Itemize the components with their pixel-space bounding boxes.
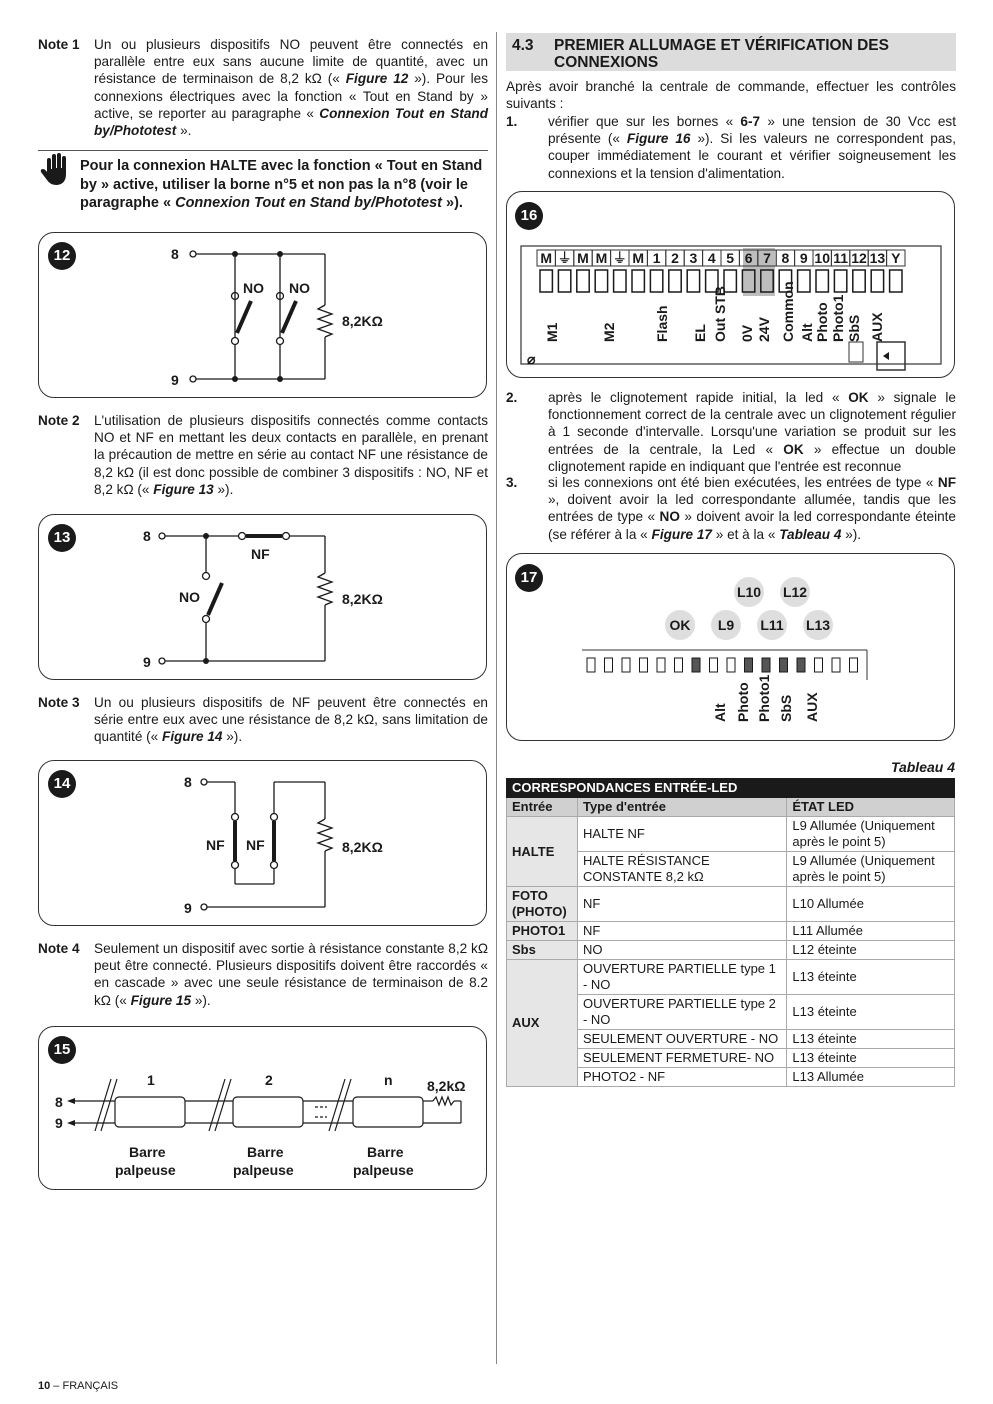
warning-rule xyxy=(38,150,488,151)
led-indicator xyxy=(675,658,683,672)
input-label: Alt xyxy=(712,703,728,722)
figure-15-diagram xyxy=(39,1027,488,1191)
terminal-9-label: 9 xyxy=(171,372,179,388)
figure-12-diagram xyxy=(39,233,488,399)
terminal-function-label: EL xyxy=(692,324,708,342)
note-text: Un ou plusieurs dispositifs NO peuvent être connectés en parallèle entre eux sans aucune limite de quantité, avec un résistance de terminaison de 8,2 kΩ (« Figure 12 »). Pour les connexions électriques avec la fonction « Tout en Stand by » active, se reporter au paragraphe « Connexion Tout en Stand by/Phototest ». xyxy=(94,37,489,139)
note-3 xyxy=(38,694,488,746)
note-label: Note 2 xyxy=(38,413,80,428)
led-state: L10 Allumée xyxy=(787,887,955,922)
contact-no-label: NO xyxy=(243,280,264,296)
warning-text: Pour la connexion HALTE avec la fonction « Tout en Stand by » active, utiliser la borne n°5 et non pas la n°8 (voir le paragraphe « Connexion Tout en Stand by/Phototest »). xyxy=(80,158,483,211)
led-indicator xyxy=(657,658,665,672)
led-indicator xyxy=(587,658,595,672)
led-indicator xyxy=(727,658,735,672)
item-number: 2. xyxy=(506,390,518,405)
edge-number-label: n xyxy=(384,1072,393,1088)
item-number: 3. xyxy=(506,475,518,490)
figure-13 xyxy=(38,514,487,680)
table-title: CORRESPONDANCES ENTRÉE-LED xyxy=(507,779,955,798)
led-state: L13 éteinte xyxy=(787,1049,955,1068)
terminal-function-label: 0V xyxy=(739,324,755,342)
note-label: Note 3 xyxy=(38,695,80,710)
input-type: OUVERTURE PARTIELLE type 1 - NO xyxy=(577,960,786,995)
section-heading xyxy=(506,33,956,71)
board-logo: ⌀ xyxy=(527,351,536,367)
led-indicator xyxy=(815,658,823,672)
led-correspondence-table xyxy=(506,778,955,1087)
input-label: Photo xyxy=(735,682,751,722)
led-indicator xyxy=(640,658,648,672)
led-label: L9 xyxy=(717,617,735,633)
terminal-number: ⏚ xyxy=(557,250,572,266)
input-group: AUX xyxy=(507,960,578,1087)
item-text: vérifier que sur les bornes « 6-7 » une tension de 30 Vcc est présente (« Figure 16 »). Si les valeurs ne correspondent pas, couper immédiatement le courant et vérifier soigneusement les connexions et la tension d'alimentation. xyxy=(548,114,957,181)
terminal-screw xyxy=(577,270,589,292)
contact-nf-label: NF xyxy=(206,837,225,853)
led-indicator xyxy=(797,658,805,672)
led-indicator xyxy=(850,658,858,672)
edge-label: Barre xyxy=(367,1144,404,1160)
terminal-screw xyxy=(614,270,626,292)
terminal-number: ⏚ xyxy=(612,250,627,266)
input-type: PHOTO2 - NF xyxy=(577,1068,786,1087)
terminal-number: 2 xyxy=(671,250,679,266)
led-indicator xyxy=(780,658,788,672)
input-type: SEULEMENT FERMETURE- NO xyxy=(577,1049,786,1068)
led-state: L9 Allumée (Uniquement après le point 5) xyxy=(787,852,955,887)
terminal-screw xyxy=(834,270,846,292)
led-indicator xyxy=(832,658,840,672)
terminal-number: 5 xyxy=(726,250,735,266)
terminal-8-label: 8 xyxy=(55,1094,63,1110)
item-number: 1. xyxy=(506,114,518,129)
led-indicator xyxy=(745,658,753,672)
terminal-screw xyxy=(853,270,865,292)
terminal-function-label: Photo xyxy=(814,302,830,342)
terminal-function-label: M1 xyxy=(544,322,560,342)
led-indicator xyxy=(692,658,700,672)
table-header: ÉTAT LED xyxy=(787,798,955,817)
terminal-screw xyxy=(540,270,552,292)
terminal-function-label: Alt xyxy=(799,323,815,342)
terminal-function-label: 24V xyxy=(756,317,772,342)
language-label: – FRANÇAIS xyxy=(50,1380,119,1392)
led-state: L9 Allumée (Uniquement après le point 5) xyxy=(787,817,955,852)
note-4 xyxy=(38,940,488,1009)
table-row xyxy=(507,887,955,922)
edge-label: palpeuse xyxy=(353,1162,414,1178)
note-text: Seulement un dispositif avec sortie à résistance constante 8,2 kΩ peut être connecté. Plusieurs dispositifs doivent être raccordés « en cascade » avec une seule résistance de terminaison de 8.2 kΩ (« Figure 15 »). xyxy=(94,941,488,1008)
edge-number-label: 1 xyxy=(147,1072,155,1088)
terminal-function-label: Common xyxy=(780,281,796,342)
terminal-number: M xyxy=(595,250,608,266)
figure-number: 15 xyxy=(48,1036,76,1064)
led-label: L11 xyxy=(760,617,784,633)
terminal-number: M xyxy=(540,250,553,266)
led-state: L12 éteinte xyxy=(787,941,955,960)
contact-no-label: NO xyxy=(179,589,200,605)
input-type: NF xyxy=(577,887,786,922)
terminal-function-label: M2 xyxy=(601,322,617,342)
terminal-number: 1 xyxy=(652,250,661,266)
terminal-number: 7 xyxy=(763,250,771,266)
terminal-screw xyxy=(669,270,681,292)
table-row xyxy=(507,817,955,852)
table-header: Entrée xyxy=(507,798,578,817)
resistor-label: 8,2kΩ xyxy=(427,1078,466,1094)
figure-number: 13 xyxy=(48,524,76,552)
terminal-function-label: Photo1 xyxy=(830,294,846,342)
led-indicator xyxy=(762,658,770,672)
resistor-label: 8,2KΩ xyxy=(342,313,383,329)
input-label: Photo1 xyxy=(756,674,772,722)
input-group: Sbs xyxy=(507,941,578,960)
input-group: PHOTO1 xyxy=(507,922,578,941)
terminal-screw xyxy=(632,270,644,292)
check-item-1 xyxy=(506,113,956,182)
page-number: 10 xyxy=(38,1380,51,1392)
terminal-number: 11 xyxy=(833,250,849,266)
terminal-number: 9 xyxy=(799,250,808,266)
input-type: SEULEMENT OUVERTURE - NO xyxy=(577,1030,786,1049)
terminal-9-label: 9 xyxy=(184,900,192,916)
led-indicator xyxy=(605,658,613,672)
terminal-number: M xyxy=(577,250,589,266)
contact-no-label: NO xyxy=(289,280,310,296)
terminal-number: 13 xyxy=(869,250,886,266)
note-label: Note 1 xyxy=(38,37,80,52)
figure-15 xyxy=(38,1026,487,1190)
terminal-number: 12 xyxy=(851,250,867,266)
led-label: L10 xyxy=(736,584,762,600)
terminal-number: 3 xyxy=(689,250,698,266)
note-2 xyxy=(38,412,488,498)
led-indicator xyxy=(622,658,630,672)
input-group: HALTE xyxy=(507,817,578,887)
input-type: NF xyxy=(577,922,786,941)
terminal-number: 6 xyxy=(744,250,753,266)
page-footer xyxy=(38,1378,118,1395)
led-label: L12 xyxy=(782,584,808,600)
section-number: 4.3 xyxy=(512,37,534,54)
table-header: Type d'entrée xyxy=(577,798,786,817)
note-text: L'utilisation de plusieurs dispositifs connectés comme contacts NO et NF en mettant les deux contacts en parallèle, en prenant la précaution de mettre en série au contact NF une résistance de 8,2 kΩ (il est donc possible de combiner 3 dispositifs : NO, NF et 8,2 kΩ (« Figure 13 »). xyxy=(94,413,488,497)
terminal-8-label: 8 xyxy=(143,528,151,544)
led-diagram xyxy=(507,554,956,742)
input-type: OUVERTURE PARTIELLE type 2 - NO xyxy=(577,995,786,1030)
edge-label: Barre xyxy=(129,1144,166,1160)
terminal-function-label: Flash xyxy=(654,305,670,342)
table-row xyxy=(507,941,955,960)
terminal-screw xyxy=(816,270,828,292)
led-label: L13 xyxy=(805,617,831,633)
figure-number: 17 xyxy=(515,564,543,592)
item-text: après le clignotement rapide initial, la led « OK » signale le fonctionnement correct de la centrale avec un clignotement régulier à 1 seconde d'intervalle. Lorsqu'une variation se produit sur les entrées de la centrale, la Led « OK » effectue un double clignotement rapide en indiquant que l'entrée est reconnue xyxy=(548,390,956,474)
figure-number: 12 xyxy=(48,242,76,270)
hand-warning-icon xyxy=(38,152,74,188)
figure-number: 16 xyxy=(515,202,543,230)
terminal-9-label: 9 xyxy=(55,1115,63,1131)
terminal-function-label: AUX xyxy=(869,312,885,342)
led-indicator xyxy=(710,658,718,672)
figure-14 xyxy=(38,760,487,926)
figure-17 xyxy=(506,553,955,741)
figure-16 xyxy=(506,191,955,378)
input-type: HALTE NF xyxy=(577,817,786,852)
edge-label: palpeuse xyxy=(115,1162,176,1178)
terminal-9-label: 9 xyxy=(143,654,151,670)
led-state: L13 éteinte xyxy=(787,995,955,1030)
resistor-label: 8,2KΩ xyxy=(342,591,383,607)
terminal-number: 8 xyxy=(781,250,790,266)
led-state: L11 Allumée xyxy=(787,922,955,941)
led-state: L13 Allumée xyxy=(787,1068,955,1087)
item-text: si les connexions ont été bien exécutées, les entrées de type « NF », doivent avoir la led correspondante allumée, tandis que les entrées de type « NO » doivent avoir la led correspondante éteinte (se référer à la « Figure 17 » et à la « Tableau 4 »). xyxy=(548,475,956,542)
note-label: Note 4 xyxy=(38,941,80,956)
note-1 xyxy=(38,36,488,139)
input-type: HALTE RÉSISTANCE CONSTANTE 8,2 kΩ xyxy=(577,852,786,887)
check-item-2 xyxy=(506,389,956,475)
led-label: OK xyxy=(669,617,691,633)
input-type: NO xyxy=(577,941,786,960)
terminal-number: Y xyxy=(891,250,901,266)
figure-number: 14 xyxy=(48,770,76,798)
terminal-number: M xyxy=(632,250,645,266)
edge-label: palpeuse xyxy=(233,1162,294,1178)
column-divider xyxy=(496,32,497,1364)
control-board-diagram xyxy=(507,192,956,379)
resistor-label: 8,2KΩ xyxy=(342,839,383,855)
led-state: L13 éteinte xyxy=(787,960,955,995)
table-row xyxy=(507,922,955,941)
contact-nf-label: NF xyxy=(246,837,265,853)
terminal-function-label: SbS xyxy=(846,314,862,342)
edge-number-label: 2 xyxy=(265,1072,273,1088)
figure-13-diagram xyxy=(39,515,488,681)
terminal-number: 4 xyxy=(707,250,716,266)
table-caption: Tableau 4 xyxy=(890,759,955,775)
edge-label: Barre xyxy=(247,1144,284,1160)
table-row xyxy=(507,960,955,995)
terminal-screw xyxy=(650,270,662,292)
input-label: SbS xyxy=(778,694,794,722)
figure-12 xyxy=(38,232,487,398)
input-group: FOTO (PHOTO) xyxy=(507,887,578,922)
contact-nf-label: NF xyxy=(251,546,270,562)
terminal-screw xyxy=(871,270,883,292)
figure-14-diagram xyxy=(39,761,488,927)
section-intro: Après avoir branché la centrale de commande, effectuer les contrôles suivants : xyxy=(506,79,956,112)
terminal-8-label: 8 xyxy=(171,246,179,262)
led-state: L13 éteinte xyxy=(787,1030,955,1049)
terminal-screw xyxy=(558,270,570,292)
terminal-number: 10 xyxy=(814,250,830,266)
terminal-screw xyxy=(798,270,810,292)
terminal-screw xyxy=(595,270,607,292)
terminal-8-label: 8 xyxy=(184,774,192,790)
terminal-function-label: Out STB xyxy=(712,286,728,342)
note-text: Un ou plusieurs dispositifs de NF peuvent être connectés en série entre eux avec une résistance de 8,2 kΩ, sans limitation de quantité (« Figure 14 »). xyxy=(94,695,488,745)
input-label: AUX xyxy=(804,692,820,722)
terminal-screw xyxy=(687,270,699,292)
check-item-3 xyxy=(506,474,956,543)
section-title: PREMIER ALLUMAGE ET VÉRIFICATION DES CONNEXIONS xyxy=(554,37,889,71)
terminal-screw xyxy=(890,270,902,292)
